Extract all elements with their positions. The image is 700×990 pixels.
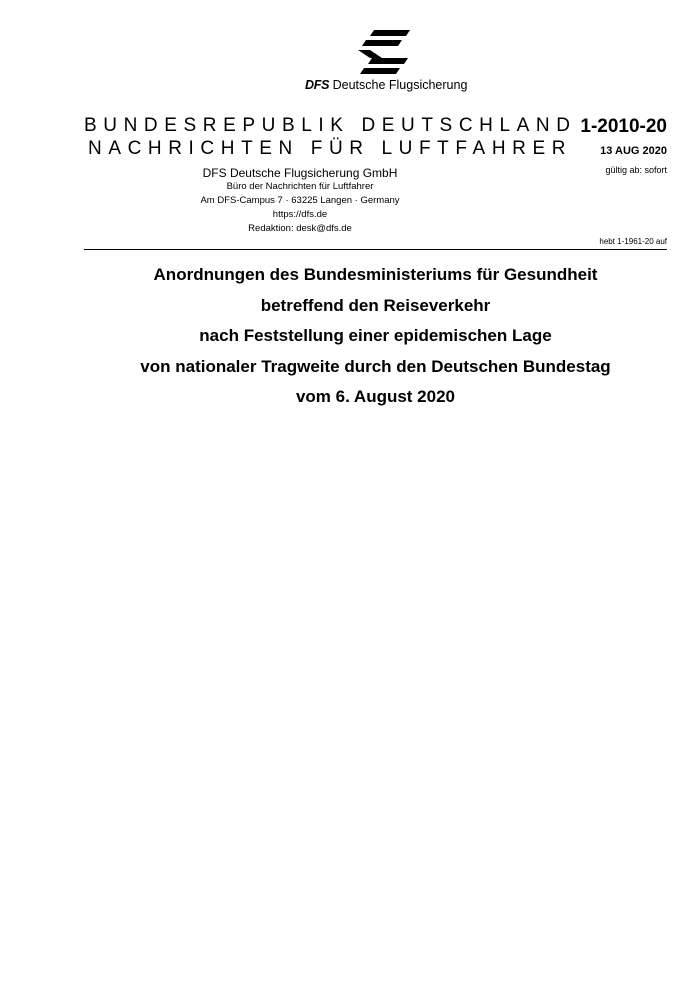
document-title: [84, 260, 667, 413]
header-divider: [84, 249, 667, 250]
document-validity: gültig ab: sofort: [605, 165, 667, 175]
title-line: von nationaler Tragweite durch den Deutschen Bundestag: [140, 356, 611, 376]
dfs-logo-icon: [352, 28, 412, 76]
title-line: vom 6. August 2020: [295, 387, 456, 406]
supersedes-note: hebt 1-1961-20 auf: [599, 237, 667, 246]
issuer-address: Am DFS-Campus 7 · 63225 Langen · Germany: [200, 195, 400, 206]
title-line: nach Feststellung einer epidemischen Lage: [199, 326, 552, 345]
title-line: Anordnungen des Bundesministeriums für Gesundheit: [153, 265, 598, 284]
header-publication: NACHRICHTEN FÜR LUFTFAHRER: [88, 138, 573, 159]
issuer-name: DFS Deutsche Flugsicherung GmbH: [202, 166, 398, 180]
title-line: betreffend den Reiseverkehr: [260, 295, 491, 315]
issuer-website: https://dfs.de: [272, 209, 328, 220]
header-country: BUNDESREPUBLIK DEUTSCHLAND: [84, 115, 577, 136]
issuer-editorial-contact: Redaktion: desk@dfs.de: [248, 223, 352, 234]
issuer-office: Büro der Nachrichten für Luftfahrer: [226, 181, 374, 192]
document-date: 13 AUG 2020: [600, 145, 667, 157]
document-number: 1-2010-20: [580, 116, 667, 137]
dfs-logo-text: DFS Deutsche Flugsicherung: [305, 78, 468, 92]
